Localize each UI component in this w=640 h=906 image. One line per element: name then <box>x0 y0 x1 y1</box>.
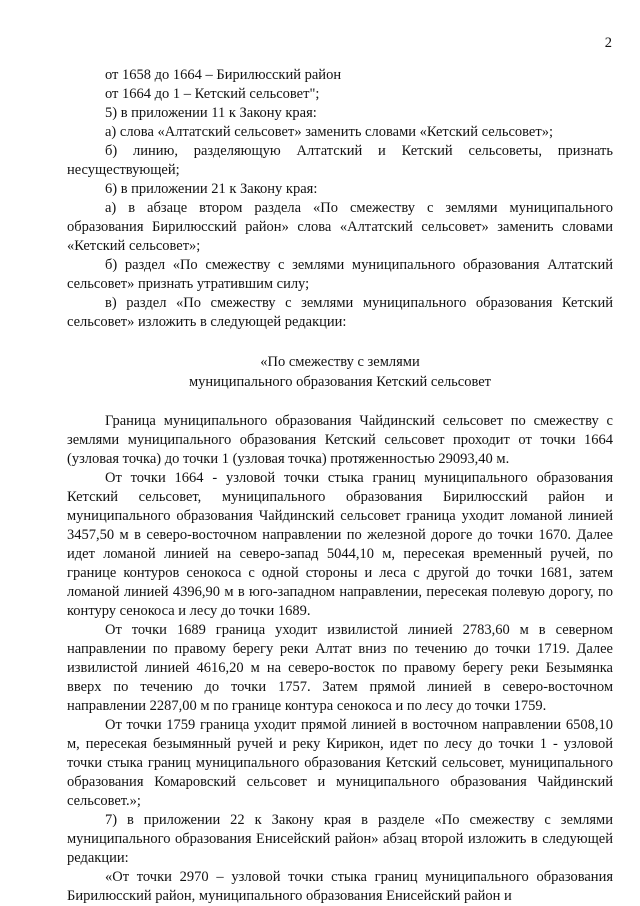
paragraph-item-6b: б) раздел «По смежеству с землями муниципального образования Алтатский сельсовет» признать утратившим силу; <box>67 257 613 292</box>
paragraph-item-5: 5) в приложении 11 к Закону края: <box>105 105 317 121</box>
paragraph-item-5b: б) линию, разделяющую Алтатский и Кетский сельсоветы, признать несуществующей; <box>67 143 613 178</box>
document-body <box>67 66 613 906</box>
paragraph-from-point-1689: От точки 1689 граница уходит извилистой линией 2783,60 м в северном направлении по правому берегу реки Алтат вниз по течению до точки 1719. Далее извилистой линией 4616,20 м на северо-восток по правому берегу реки Безымянка вверх по течению до точки 1757. Затем прямой линией в северо-восточном направлении 2287,00 м по границе контура сенокоса и по лесу до точки 1759. <box>67 622 613 714</box>
section-heading-line-1: «По смежеству с землями <box>260 354 420 370</box>
paragraph-range-1664-1: от 1664 до 1 – Кетский сельсовет"; <box>105 86 320 102</box>
paragraph-from-point-2970: «От точки 2970 – узловой точки стыка границ муниципального образования Бирилюсский район, муниципального образования Енисейский район и <box>67 869 613 904</box>
paragraph-item-6: 6) в приложении 21 к Закону края: <box>105 181 318 197</box>
section-heading <box>67 352 613 392</box>
paragraph-item-6a: а) в абзаце втором раздела «По смежеству с землями муниципального образования Бирилюсский район» слова «Алтатский сельсовет» заменить словами «Кетский сельсовет»; <box>67 200 613 254</box>
paragraph-item-7: 7) в приложении 22 к Закону края в разделе «По смежеству с землями муниципального образования Енисейский район» абзац второй изложить в следующей редакции: <box>67 812 613 866</box>
paragraph-item-6v: в) раздел «По смежеству с землями муниципального образования Кетский сельсовет» изложить в следующей редакции: <box>67 295 613 330</box>
paragraph-range-1658-1664: от 1658 до 1664 – Бирилюсский район <box>105 67 342 83</box>
paragraph-item-5a: а) слова «Алтатский сельсовет» заменить словами «Кетский сельсовет»; <box>105 124 553 140</box>
page-number: 2 <box>604 35 612 51</box>
section-heading-line-2: муниципального образования Кетский сельсовет <box>188 374 492 390</box>
paragraph-boundary-summary: Граница муниципального образования Чайдинский сельсовет по смежеству с землями муниципального образования Кетский сельсовет проходит от точки 1664 (узловая точка) до точки 1 (узловая точка) протяженностью 29093,40 м. <box>67 413 613 467</box>
paragraph-from-point-1759: От точки 1759 граница уходит прямой линией в восточном направлении 6508,10 м, пересекая безымянный ручей и реку Кирикон, идет по лесу до точки 1 - узловой точки стыка границ муниципального образования Кетский сельсовет, муниципального образования Комаровский сельсовет и муниципального образования Чайдинский сельсовет.»; <box>67 717 613 809</box>
paragraph-from-point-1664: От точки 1664 - узловой точки стыка границ муниципального образования Кетский сельсовет, муниципального образования Бирилюсский район и муниципального образования Чайдинский сельсовет граница уходит ломаной линией 3457,50 м в северо-восточном направлении по железной дороге до точки 1670. Далее идет ломаной линией на северо-запад 5044,10 м, пересекая временный ручей, по границе контуров сенокоса с одной стороны и леса с другой до точки 1681, затем ломаной линией 4396,90 м в юго-западном направлении, пересекая полевую дорогу, по контуру сенокоса и лесу до точки 1689. <box>67 470 613 619</box>
